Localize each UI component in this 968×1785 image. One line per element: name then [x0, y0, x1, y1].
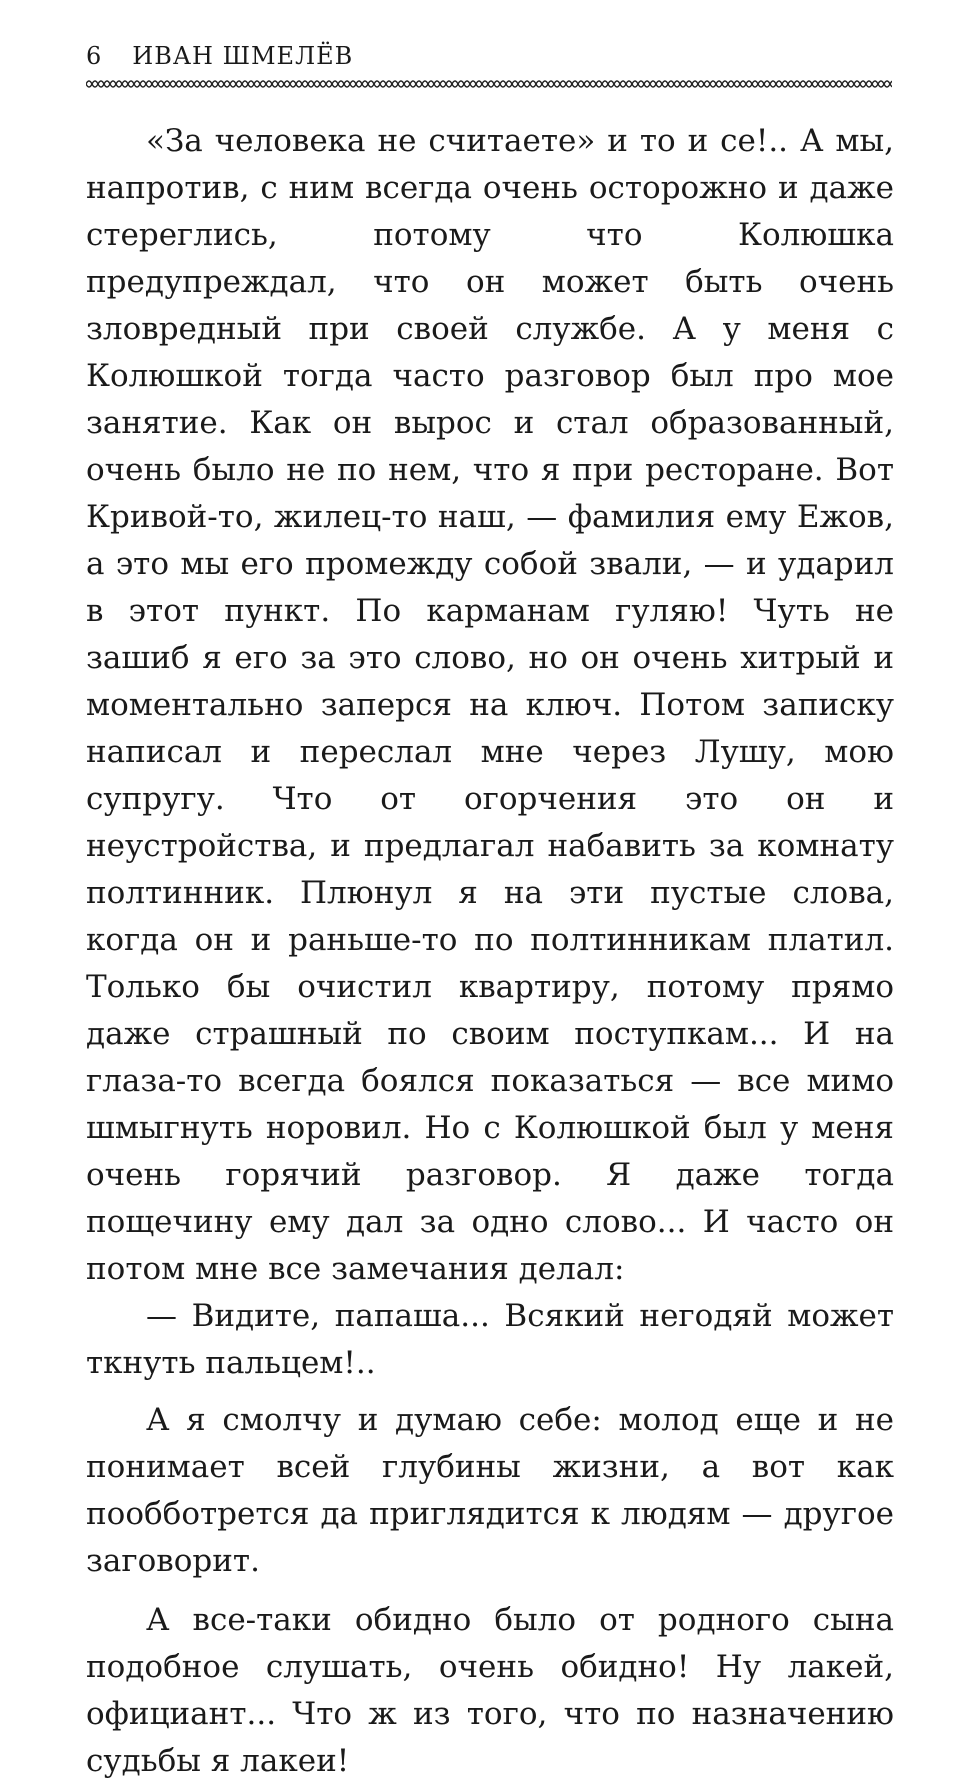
paragraph: А все-таки обидно было от родного сына подобное слушать, очень обидно! Ну лакей, официант... Что ж из того, что по назначению судьбы я лакеи! — [86, 1602, 894, 1779]
paragraph: А я смолчу и думаю себе: молод еще и не понимает всей глубины жизни, а вот как пообботрется да приглядится к людям — другое заговорит. — [86, 1402, 894, 1579]
running-header — [86, 42, 353, 70]
decorative-border — [86, 76, 892, 92]
paragraph: «За человека не считаете» и то и се!.. А мы, напротив, с ним всегда очень осторожно и даже стереглись, потому что Колюшка предупреждал, что он может быть очень зловредный при своей службе. А у меня с Колюшкой тогда часто разговор был про мое занятие. Как он вырос и стал образованный, очень было не по нем, что я при ресторане. Вот Кривой-то, жилец-то наш, — фамилия ему Ежов, а это мы его промежду собой звали, — и ударил в этот пункт. По карманам гуляю! Чуть не зашиб я его за это слово, но он очень хитрый и моментально заперся на ключ. Потом записку написал и переслал мне через Лушу, мою супругу. Что от огорчения это он и неустройства, и предлагал набавить за комнату полтинник. Плюнул я на эти пустые слова, когда он и раньше-то по полтинникам платил. Только бы очистил квартиру, потому прямо даже страшный по своим поступкам... И на глаза-то всегда боялся показаться — все мимо шмыгнуть норовил. Но с Колюшкой был у меня очень горячий разговор. Я даже тогда пощечину ему дал за одно слово... И часто он потом мне все замечания делал: — [86, 123, 894, 1287]
page-number: 6 — [86, 42, 103, 70]
body-text — [86, 118, 894, 1785]
author-name: ИВАН ШМЕЛЁВ — [132, 42, 354, 70]
paragraph: — Видите, папаша... Всякий негодяй может ткнуть пальцем!.. — [86, 1298, 894, 1381]
